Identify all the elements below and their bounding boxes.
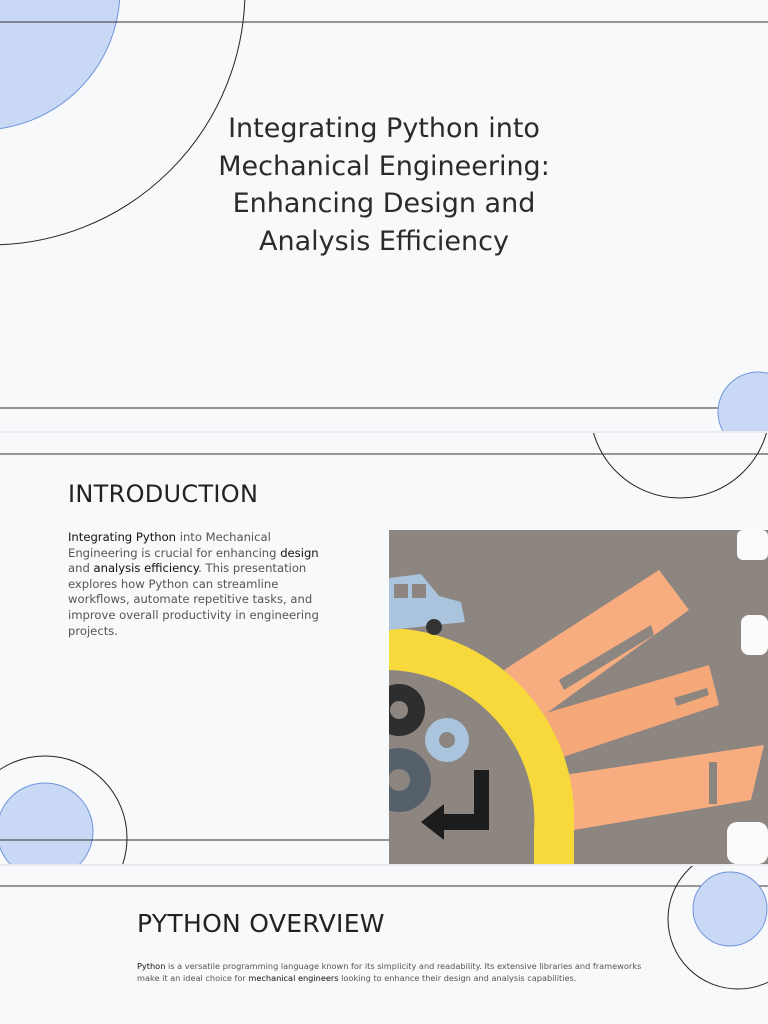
engineering-photo <box>389 530 768 864</box>
accent-circle <box>0 0 120 130</box>
overview-text: is a versatile programming language known for its simplicity and readability. Its extensive libraries and frameworks make it an ideal choice for <box>137 961 642 983</box>
overview-text: looking to enhance their design and analysis capabilities. <box>338 973 577 983</box>
paper-piece <box>727 822 768 864</box>
intro-keyword: analysis efficiency <box>93 561 199 576</box>
accent-circle-corner <box>718 372 768 431</box>
overview-paragraph <box>137 960 657 984</box>
slide-title <box>0 0 768 431</box>
intro-text: and <box>68 561 94 576</box>
outline-arc-top <box>590 433 768 498</box>
light-gear-icon <box>425 718 469 762</box>
intro-text: into Mechanical Engineering is crucial for enhancing <box>68 530 281 560</box>
slide-introduction <box>0 433 768 864</box>
overview-heading: PYTHON OVERVIEW <box>137 909 385 938</box>
intro-keyword: Integrating Python <box>68 530 177 544</box>
gears-paper-illustration <box>389 530 768 864</box>
slide3-decoration <box>0 866 768 1024</box>
intro-text: . This presentation explores how Python can streamline workflows, automate repetitive tasks, and improve overall productivity in engineering projects. <box>68 561 319 638</box>
accent-circle <box>693 872 767 946</box>
paper-piece <box>741 615 768 655</box>
overview-keyword: mechanical engineers <box>248 973 339 983</box>
intro-paragraph <box>68 530 330 639</box>
presentation-title: Integrating Python into Mechanical Engineering: Enhancing Design and Analysis Efficiency <box>218 113 550 257</box>
slide-python-overview <box>0 866 768 1024</box>
intro-heading: INTRODUCTION <box>68 480 259 508</box>
overview-keyword: Python <box>137 961 166 971</box>
accent-circle <box>0 783 93 864</box>
intro-keyword: design <box>280 545 319 560</box>
paper-piece <box>737 530 768 560</box>
